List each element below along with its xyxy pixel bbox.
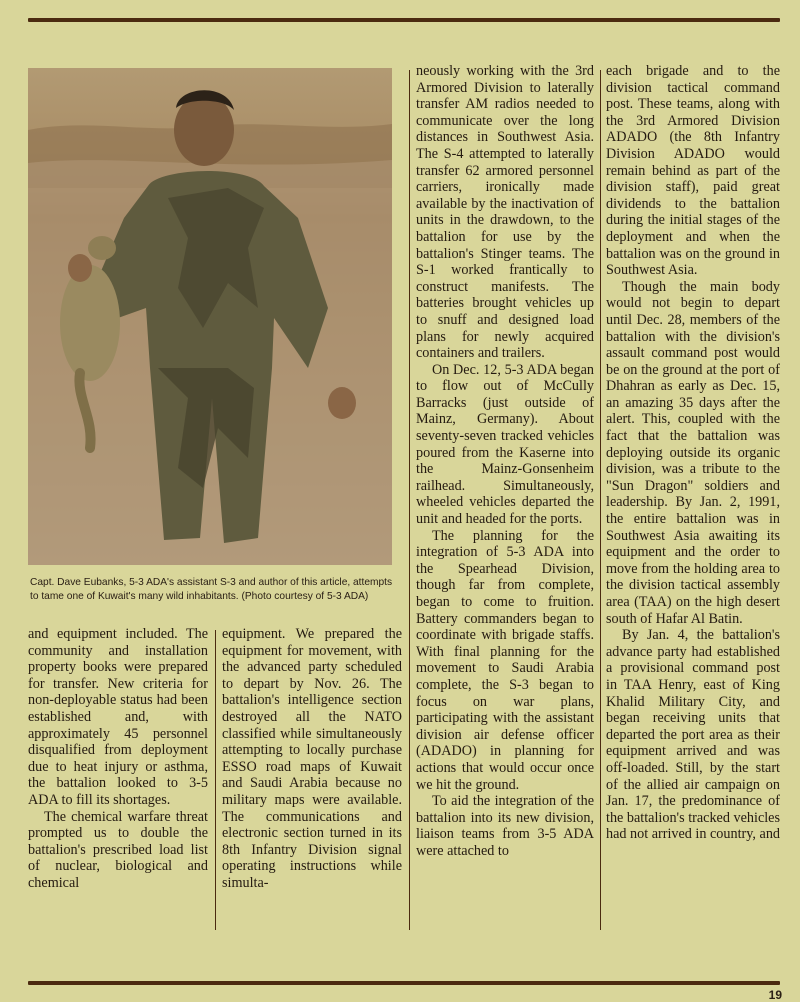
column-divider <box>600 70 601 930</box>
column-divider <box>215 630 216 930</box>
column-3 <box>416 63 594 860</box>
column-1 <box>28 626 208 892</box>
paragraph: each brigade and to the division tactical command post. These teams, along with the 3rd Armored Division ADADO (the 8th Infantry Division ADADO would remain behind as part of the division staff), paid great dividends to the battalion during the initial stages of the deployment and when the battalion was on the ground in Southwest Asia. <box>606 63 780 279</box>
photo-caption: Capt. Dave Eubanks, 5-3 ADA's assistant S-3 and author of this article, attempts to tame one of Kuwait's many wild inhabitants. (Photo courtesy of 5-3 ADA) <box>30 577 393 602</box>
top-rule <box>28 18 780 22</box>
paragraph: neously working with the 3rd Armored Division to laterally transfer AM radios needed to communicate over the long distances in Southwest Asia. The S-4 attempted to laterally transfer 62 armored personnel carriers, ironically made available by the inactivation of units in the drawdown, to the battalion for use by the battalion's Stinger teams. The S-1 worked frantically to construct manifests. The batteries brought vehicles up to snuff and designed load plans for newly acquired containers and trailers. <box>416 63 594 362</box>
page-number: 19 <box>768 988 782 1002</box>
paragraph: equipment. We prepared the equipment for movement, with the advanced party scheduled to depart by Nov. 26. The battalion's intelligence section destroyed all the NATO classified while simultaneously attempting to locally purchase ESSO road maps of Kuwait and Saudi Arabia because no military maps were available. The communications and electronic section turned in its 8th Infantry Division signal operating instructions while simulta- <box>222 626 402 891</box>
article-photo <box>28 68 392 565</box>
column-4 <box>606 63 780 843</box>
paragraph: and equipment included. The community and installation property books were prepared for transfer. New criteria for non-deployable status had been established and, with approximately 45 personnel disqualified from deployment due to heat injury or asthma, the battalion looked to 3-5 ADA to fill its shortages. <box>28 626 208 808</box>
paragraph: The chemical warfare threat prompted us to double the battalion's prescribed load list of nuclear, biological and chemical <box>28 808 208 891</box>
column-2 <box>222 626 402 892</box>
bottom-rule <box>28 981 780 985</box>
photo-illustration <box>28 68 392 565</box>
paragraph: On Dec. 12, 5-3 ADA began to flow out of McCully Barracks (just outside of Mainz, Germany). About seventy-seven tracked vehicles poured from the Kaserne into the Mainz-Gonsenheim railhead. Simultaneously, wheeled vehicles departed the unit and headed for the ports. <box>416 361 594 528</box>
paragraph: By Jan. 4, the battalion's advance party had established a provisional command post in TAA Henry, east of King Khalid Military City, and began receiving units that departed the port area as their equipment arrived and was off-loaded. Still, by the start of the allied air campaign on Jan. 17, the predominance of the battalion's tracked vehicles had not arrived in country, and <box>606 627 781 843</box>
paragraph: The planning for the integration of 5-3 ADA into the Spearhead Division, though far from complete, began to come to fruition. Battery commanders began to coordinate with brigade staffs. With final planning for the movement to Saudi Arabia complete, the S-3 began to focus on war plans, participating with the assistant division air defense officer (ADADO) in planning for actions that would occur once we hit the ground. <box>416 527 594 793</box>
paragraph: Though the main body would not begin to depart until Dec. 28, members of the battalion with the division's assault command post would be on the ground at the port of Dhahran as early as Dec. 15, an amazing 35 days after the alert. This, coupled with the fact that the battalion was deploying outside its organic division, was a tribute to the "Sun Dragon" soldiers and leadership. By Jan. 2, 1991, the entire battalion was in Southwest Asia awaiting its equipment and the order to move from the holding area to the division tactical assembly area (TAA) on the high desert south of Hafar Al Batin. <box>606 278 780 627</box>
column-divider <box>409 70 410 930</box>
paragraph: To aid the integration of the battalion into its new division, liaison teams from 3-5 ADA were attached to <box>416 793 594 859</box>
